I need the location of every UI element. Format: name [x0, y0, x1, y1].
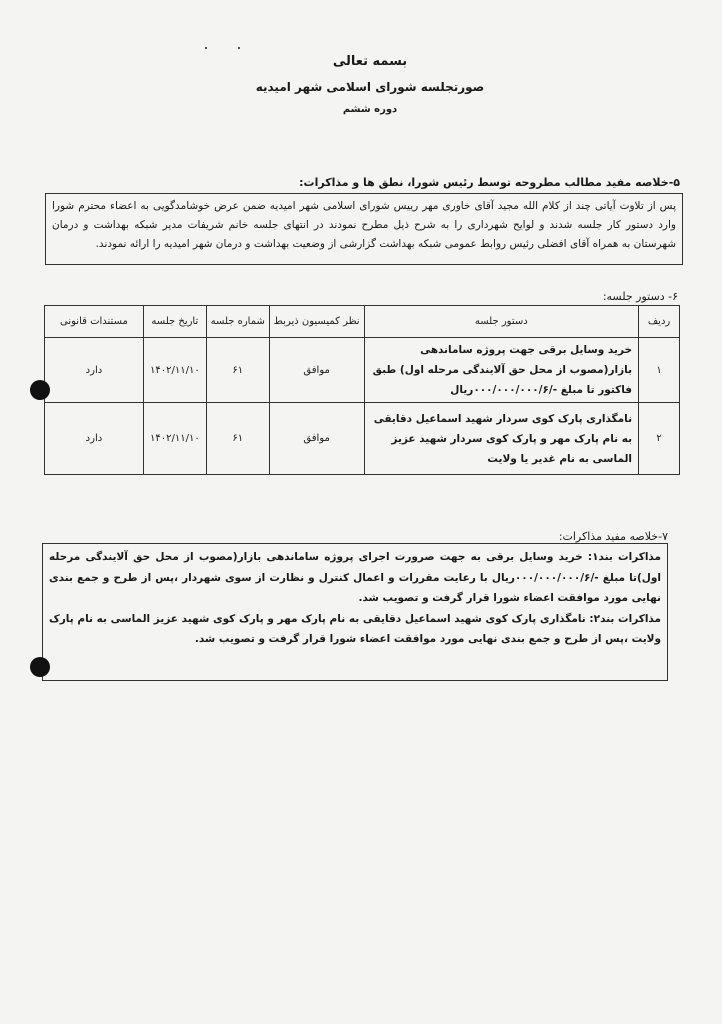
- scan-speck: [238, 47, 240, 49]
- agenda-item: خرید وسایل برقی جهت پروژه ساماندهی بازار(مصوب از محل حق آلایندگی مرحله اول) طبق فاکتور تا مبلغ -/۰۰۰/۰۰۰/۰۰۰/۶ریال: [364, 338, 639, 403]
- row-number: ۱: [639, 338, 680, 403]
- col-header: نظر کمیسیون ذیربط: [269, 306, 364, 338]
- col-header: شماره جلسه: [206, 306, 269, 338]
- col-header: دستور جلسه: [364, 306, 639, 338]
- session-date: ۱۴۰۲/۱۱/۱۰: [143, 403, 206, 475]
- discussion-item-2: مذاکرات بند۲: نامگذاری پارک کوی شهید اسماعیل دقایقی به نام پارک مهر و پارک کوی شهید عزیز الماسی به نام پارک ولایت ،پس از طرح و جمع بندی نهایی مورد موافقت اعضاء شورا قرار گرفت و تصویب شد.: [49, 612, 661, 645]
- row-number: ۲: [639, 403, 680, 475]
- scan-speck: [205, 47, 207, 49]
- section5-box: [45, 193, 683, 265]
- section5-title: ۵-خلاصه مفید مطالب مطروحه توسط رئیس شورا، نطق ها و مذاکرات:: [299, 176, 680, 189]
- commission-opinion: موافق: [269, 338, 364, 403]
- header-invocation: بسمه تعالی: [332, 54, 408, 69]
- col-header: تاریخ جلسه: [143, 306, 206, 338]
- legal-documents: دارد: [45, 403, 144, 475]
- table-row: [45, 338, 680, 403]
- table-row: [45, 403, 680, 475]
- section5-body: پس از تلاوت آیاتی چند از کلام الله مجید آقای خاوری مهر رییس شورای اسلامی شهر امیدیه ضمن عرض خوشامدگویی به اعضاء محترم شورا وارد دستور کار جلسه شدند و لوایح شهرداری را به شرح ذیل مطرح نمودند در انتهای جلسه خانم شریفات مدیر شبکه بهداشت و درمان شهرستان به همراه آقای افضلی رئیس روابط عمومی شبکه بهداشت گزارشی از وضعیت بهداشت و درمان شهر امیدیه را ارائه نمودند.: [52, 200, 676, 250]
- document-title: صورتجلسه شورای اسلامی شهر امیدیه: [255, 80, 485, 94]
- punch-hole: [30, 657, 50, 677]
- section7-box: [42, 543, 668, 681]
- session-date: ۱۴۰۲/۱۱/۱۰: [143, 338, 206, 403]
- col-header: ردیف: [639, 306, 680, 338]
- section6-title: ۶- دستور جلسه:: [602, 290, 678, 303]
- session-number: ۶۱: [206, 338, 269, 403]
- punch-hole: [30, 380, 50, 400]
- section7-title: ۷-خلاصه مفید مذاکرات:: [558, 530, 668, 543]
- legal-documents: دارد: [45, 338, 144, 403]
- agenda-item: نامگذاری پارک کوی سردار شهید اسماعیل دقایقی به نام پارک مهر و پارک کوی سردار شهید عزیز الماسی به نام غدیر یا ولایت: [364, 403, 639, 475]
- session-number: ۶۱: [206, 403, 269, 475]
- table-header-row: [45, 306, 680, 338]
- discussion-item-1: مذاکرات بند۱: خرید وسایل برقی به جهت صرورت اجرای پروژه ساماندهی بازار(مصوب از محل حق آلایندگی مرحله اول)تا مبلغ -/۰۰۰/۰۰۰/۰۰۰/۶ریال با رعایت مقررات و اعمال کنترل و نظارت از سوی شهردار ،پس از طرح و جمع بندی نهایی مورد موافقت اعضاء شورا قرار گرفت و تصویب شد.: [49, 551, 661, 604]
- council-term: دوره ششم: [342, 104, 398, 115]
- col-header: مستندات قانونی: [45, 306, 144, 338]
- commission-opinion: موافق: [269, 403, 364, 475]
- agenda-table: [44, 305, 680, 475]
